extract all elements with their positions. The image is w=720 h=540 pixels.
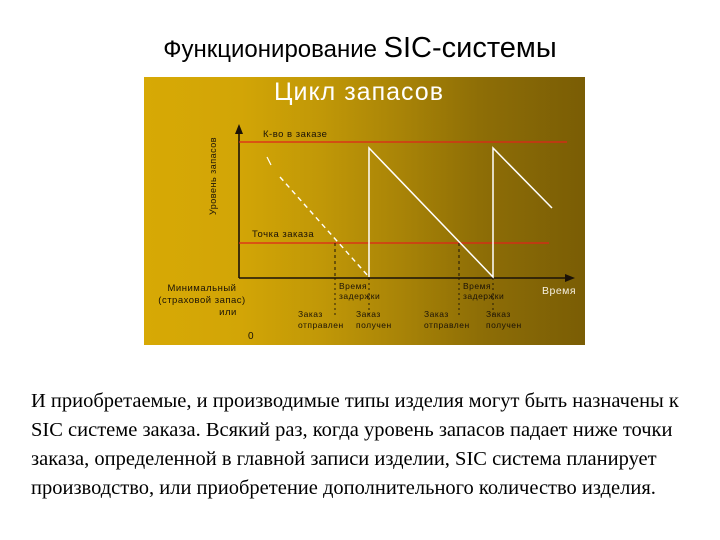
lead-time-label-2: Время задержки	[463, 281, 505, 301]
y-axis-arrowhead	[235, 124, 243, 134]
order-sent-label-1: Заказ отправлен	[298, 309, 344, 330]
min-stock-label: Минимальный (страховой запас) или	[158, 283, 246, 318]
page-title	[0, 32, 720, 65]
order-received-label-1: Заказ получен	[356, 309, 392, 330]
inventory-curve-segment-dashed	[280, 177, 369, 277]
title-prefix: Функционирование	[163, 36, 384, 63]
x-axis-arrowhead	[565, 274, 575, 282]
max-quantity-label: К-во в заказе	[263, 129, 328, 140]
diagram-title: Цикл запасов	[274, 78, 444, 106]
inventory-curve-start-dash	[267, 157, 271, 165]
body-paragraph: И приобретаемые, и производимые типы изделия могут быть назначены к SIC системе заказа. Всякий раз, когда уровень запасов падает ниже точки заказа, определенной в главной записи изделии, SIC система планирует производство, или приобретение дополнительного количество изделия.	[31, 390, 679, 499]
zero-label: 0	[248, 331, 255, 342]
order-received-label-2: Заказ получен	[486, 309, 522, 330]
inventory-curve	[369, 148, 552, 277]
order-sent-label-2: Заказ отправлен	[424, 309, 470, 330]
title-suffix: SIC-системы	[383, 32, 557, 64]
lead-time-label-1: Время задержки	[339, 281, 381, 301]
inventory-cycle-figure	[144, 77, 585, 345]
y-axis-label: Уровень запасов	[208, 136, 218, 216]
reorder-point-label: Точка заказа	[252, 229, 315, 240]
x-axis-label: Время	[542, 285, 577, 297]
